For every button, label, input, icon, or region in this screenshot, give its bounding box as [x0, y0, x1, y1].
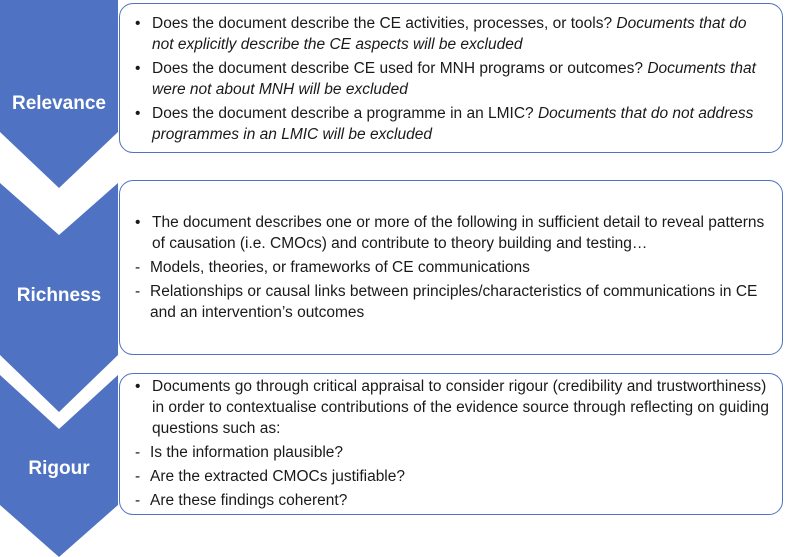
- relevance-label: Relevance: [11, 93, 106, 114]
- relevance-criterion: [128, 58, 770, 100]
- rigour-label: Rigour: [28, 458, 90, 479]
- criterion-question: Does the document describe the CE activities, processes, or tools?: [152, 15, 617, 32]
- rigour-question: - Are the extracted CMOCs justifiable?: [128, 466, 770, 487]
- rigour-question: - Are these findings coherent?: [128, 490, 770, 511]
- exclusion-note: Documents that were not about MNH will be excluded: [152, 60, 756, 98]
- rigour-question: - Is the information plausible?: [128, 442, 770, 463]
- relevance-criterion: [128, 13, 770, 55]
- richness-box: [119, 180, 783, 355]
- rigour-box: [119, 373, 783, 515]
- criterion-question: Does the document describe CE used for MNH programs or outcomes?: [152, 60, 648, 77]
- richness-item: - Relationships or causal links between principles/characteristics of communications in CE and an intervention’s outcomes: [128, 281, 770, 323]
- richness-item: - Models, theories, or frameworks of CE communications: [128, 257, 770, 278]
- rigour-intro: • Documents go through critical appraisal to consider rigour (credibility and trustworthiness) in order to contextualise contributions of the evidence source through reflecting on guiding questions such as:: [128, 376, 770, 439]
- exclusion-note: Documents that do not address programmes in an LMIC will be excluded: [152, 105, 754, 143]
- criterion-question: Does the document describe a programme in an LMIC?: [152, 105, 538, 122]
- richness-intro: • The document describes one or more of the following in sufficient detail to reveal patterns of causation (i.e. CMOcs) and contribute to theory building and testing…: [128, 212, 770, 254]
- richness-label: Richness: [16, 285, 102, 306]
- relevance-box: [119, 3, 783, 153]
- relevance-criterion: [128, 103, 770, 145]
- exclusion-note: Documents that do not explicitly describe the CE aspects will be excluded: [152, 15, 747, 53]
